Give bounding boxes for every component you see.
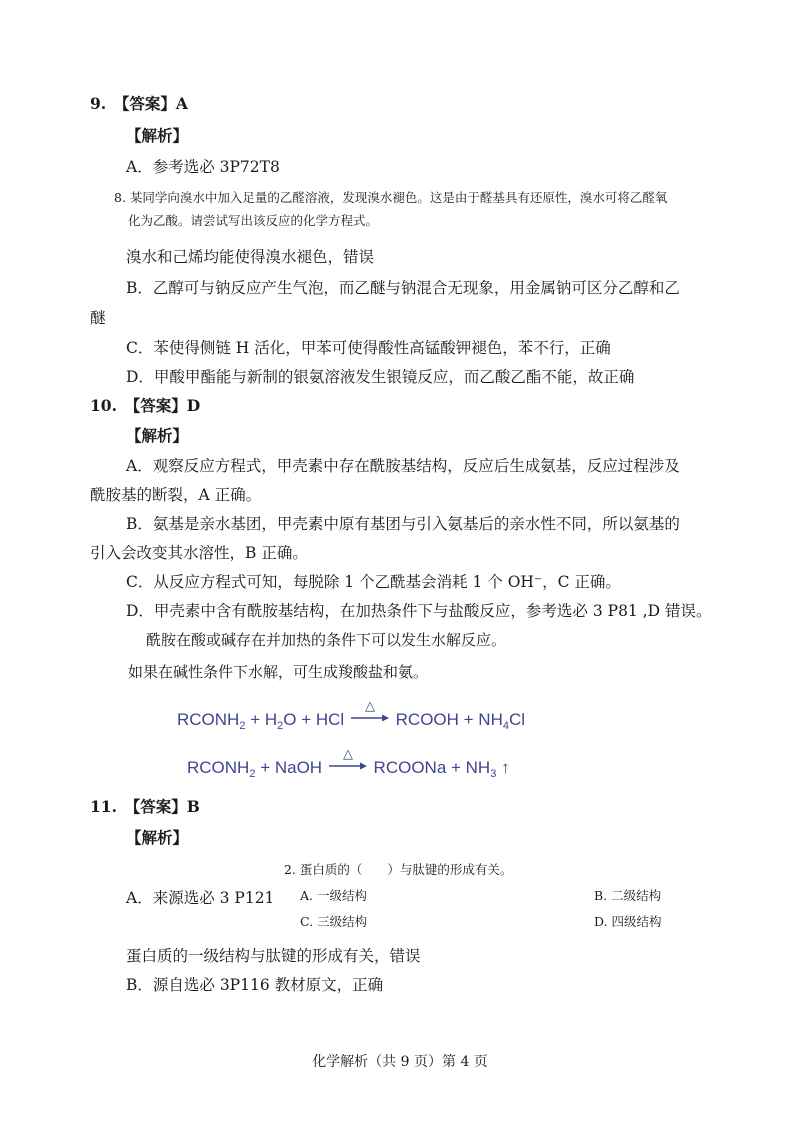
q11-choice-d: D. 四级结构 <box>594 914 662 929</box>
eq1-reactant-3: O + HCl <box>283 709 345 729</box>
equation-acid-hydrolysis <box>177 698 526 732</box>
eq1-product-2: Cl <box>509 709 526 729</box>
q11-choice-c: C. 三级结构 <box>300 914 368 929</box>
q9-option-a: A．参考选必 3P72T8 <box>126 158 280 176</box>
q10-option-a-line-2: 酰胺基的断裂，A 正确。 <box>90 486 262 504</box>
eq1-heat-condition: △ <box>364 698 375 714</box>
eq2-reactant-2: + NaOH <box>255 757 323 777</box>
q11-answer-heading: 11. 【答案】B <box>90 797 200 816</box>
eq2-reactant-1: RCONH <box>187 757 250 777</box>
q9-option-b-line-2: 醚 <box>90 309 106 327</box>
eq2-sub-1: 2 <box>249 767 256 780</box>
eq1-sub-1: 2 <box>239 719 246 732</box>
q11-choice-b: B. 二级结构 <box>594 888 662 903</box>
eq2-sub-2: 3 <box>490 767 497 780</box>
eq1-sub-2: 2 <box>277 719 284 732</box>
q9-option-c: C．苯使得侧链 H 活化，甲苯可使得酸性高锰酸钾褪色，苯不行，正确 <box>126 339 611 357</box>
q9-quote-line-1: 8. 某同学向溴水中加入足量的乙醛溶液，发现溴水褪色。这是由于醛基具有还原性，溴水可将乙醛氧 <box>114 190 668 205</box>
q10-option-b-line-1: B．氨基是亲水基团，甲壳素中原有基团与引入氨基后的亲水性不同，所以氨基的 <box>126 515 680 533</box>
q11-option-b: B．源自选必 3P116 教材原文，正确 <box>126 976 384 994</box>
q10-option-a-line-1: A．观察反应方程式，甲壳素中存在酰胺基结构，反应后生成氨基，反应过程涉及 <box>126 457 680 475</box>
q10-option-c: C．从反应方程式可知，每脱除 1 个乙酰基会消耗 1 个 OH⁻，C 正确。 <box>126 573 621 591</box>
q9-quote-line-2: 化为乙酸。请尝试写出该反应的化学方程式。 <box>128 213 379 228</box>
eq2-product-1: RCOONa + NH <box>373 757 491 777</box>
q9-option-d: D．甲酸甲酯能与新制的银氨溶液发生银镜反应，而乙酸乙酯不能，故正确 <box>126 368 635 386</box>
q11-choice-a: A. 一级结构 <box>300 888 367 903</box>
q10-answer-heading: 10. 【答案】D <box>90 396 201 415</box>
eq1-reactant-1: RCONH <box>177 709 240 729</box>
q11-quote-question: 2. 蛋白质的（ ）与肽键的形成有关。 <box>284 862 513 877</box>
eq1-product-1: RCOOH + NH <box>395 709 503 729</box>
eq1-sub-3: 4 <box>502 719 509 732</box>
q11-note: 蛋白质的一级结构与肽键的形成有关，错误 <box>126 947 421 965</box>
q11-analysis-label: 【解析】 <box>126 828 189 847</box>
reaction-arrow-icon <box>349 698 391 732</box>
q10-option-d: D．甲壳素中含有酰胺基结构，在加热条件下与盐酸反应，参考选必 3 P81 ,D 错误。 <box>126 602 712 620</box>
q10-option-b-line-2: 引入会改变其水溶性，B 正确。 <box>90 544 308 562</box>
q10-analysis-label: 【解析】 <box>126 426 189 445</box>
reaction-arrow-icon <box>327 746 369 780</box>
page-footer: 化学解析（共 9 页）第 4 页 <box>312 1054 488 1070</box>
q11-option-a: A．来源选必 3 P121 <box>126 889 275 907</box>
q10-quote-line-2: 如果在碱性条件下水解，可生成羧酸盐和氨。 <box>128 663 429 681</box>
q9-option-b-line-1: B．乙醇可与钠反应产生气泡，而乙醚与钠混合无现象，用金属钠可区分乙醇和乙 <box>126 279 680 297</box>
eq1-reactant-2: + H <box>245 709 278 729</box>
equation-base-hydrolysis <box>187 746 510 780</box>
eq2-heat-condition: △ <box>342 746 353 762</box>
q10-quote-line-1: 酰胺在酸或碱存在并加热的条件下可以发生水解反应。 <box>146 631 507 649</box>
q9-analysis-label: 【解析】 <box>126 126 189 145</box>
q9-answer-heading: 9. 【答案】A <box>90 94 188 113</box>
q9-note: 溴水和己烯均能使得溴水褪色，错误 <box>126 248 375 266</box>
eq2-product-2: ↑ <box>496 757 510 777</box>
